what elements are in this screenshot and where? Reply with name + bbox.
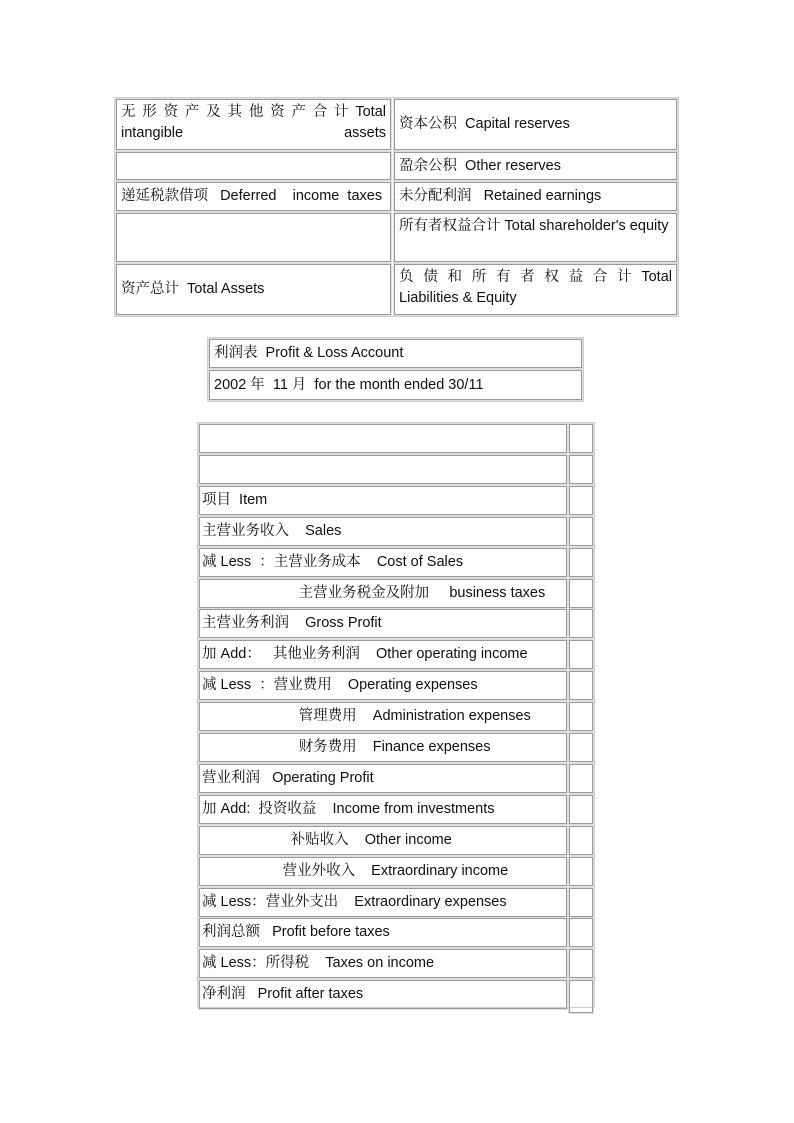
pl-row-value-cell [569,517,593,546]
pl-row-label [199,486,567,515]
bs-row2-right [394,152,677,180]
bs-row4-right-text: 所有者权益合计 Total shareholder's equity [399,218,669,234]
pl-row-label [199,640,567,669]
bs-row3-left [116,182,391,211]
pl-row-value-cell [569,918,593,947]
pl-row-value-cell [569,671,593,700]
bs-row2-right-text: 盈余公积 Other reserves [399,157,561,174]
pl-row-text: 主营业务利润 Gross Profit [202,615,382,631]
pl-row-value-cell [569,548,593,577]
pl-row-value-cell [569,702,593,731]
pl-row-text: 主营业务税金及附加 business taxes [202,585,546,601]
pl-title [209,339,582,368]
bs-row5-left-text: 资产总计 Total Assets [121,281,265,297]
bs-row3-right [394,182,677,211]
pl-row-label [199,702,567,731]
pl-row-label [199,888,567,917]
bs-row5-left [116,264,391,315]
pl-title-text: 利润表 Profit & Loss Account [214,345,404,361]
pl-row-text: 补贴收入 Other income [202,832,452,848]
pl-row-label [199,764,567,793]
bs-row1-left-text: 无 形 资 产 及 其 他 资 产 合 计 Total intangible assets [121,104,386,141]
pl-row-text: 营业利润 Operating Profit [202,770,374,786]
bs-row1-right-text: 资本公积 Capital reserves [399,116,570,132]
pl-row-value-cell [569,980,593,1013]
bs-row1-right [394,99,677,150]
pl-row-label [199,548,567,577]
pl-row-text: 财务费用 Finance expenses [202,739,491,755]
pl-row-value-cell [569,733,593,762]
pl-row-value-cell [569,888,593,917]
pl-row-text: 减 Less：所得税 Taxes on income [202,955,435,971]
pl-row-value-cell [569,764,593,793]
bs-row1-left [116,99,391,150]
pl-row-value-cell [569,486,593,515]
pl-row-label [199,795,567,824]
pl-row-label [199,733,567,762]
pl-row-label [199,980,567,1009]
pl-row-value-cell [569,949,593,978]
bs-row5-right-text: 负 债 和 所 有 者 权 益 合 计 Total Liabilities & Equity [399,269,672,306]
pl-row-value-cell [569,424,593,453]
pl-row-label [199,826,567,855]
pl-period [209,370,582,400]
pl-row-text: 减 Less：营业外支出 Extraordinary expenses [202,894,507,910]
pl-row-value-cell [569,609,593,638]
bs-row3-right-text: 未分配利润 Retained earnings [399,188,602,204]
pl-row-text: 净利润 Profit after taxes [202,986,364,1002]
pl-row-text: 减 Less ：主营业务成本 Cost of Sales [202,554,464,570]
pl-row-text: 主营业务收入 Sales [202,523,342,539]
bs-row4-left [116,213,391,262]
pl-row-value-cell [569,826,593,855]
pl-row-label [199,455,567,484]
pl-row-value-cell [569,795,593,824]
pl-row-label [199,949,567,978]
pl-row-value-cell [569,640,593,669]
pl-row-label [199,424,567,453]
bs-row3-left-text: 递延税款借项 Deferred income taxes [121,188,383,204]
pl-row-label [199,918,567,947]
pl-row-label [199,671,567,700]
pl-row-text: 减 Less ：营业费用 Operating expenses [202,677,478,693]
pl-row-text: 管理费用 Administration expenses [202,708,531,724]
pl-row-label [199,579,567,608]
pl-row-label [199,609,567,638]
pl-row-text: 利润总额 Profit before taxes [202,924,390,940]
pl-row-value-cell [569,857,593,886]
pl-row-label [199,857,567,886]
pl-row-text: 加 Add: 投资收益 Income from investments [202,801,495,817]
pl-row-text: 加 Add： 其他业务利润 Other operating income [202,646,528,662]
pl-row-label [199,517,567,546]
bs-row5-right [394,264,677,315]
pl-row-text: 项目 Item [202,492,268,508]
pl-row-value-cell [569,579,593,608]
bs-row4-right [394,213,677,262]
pl-row-text: 营业外收入 Extraordinary income [202,863,509,879]
bs-row2-left [116,152,391,180]
pl-row-value-cell [569,455,593,484]
pl-period-text: 2002 年 11 月 for the month ended 30/11 [214,376,484,393]
